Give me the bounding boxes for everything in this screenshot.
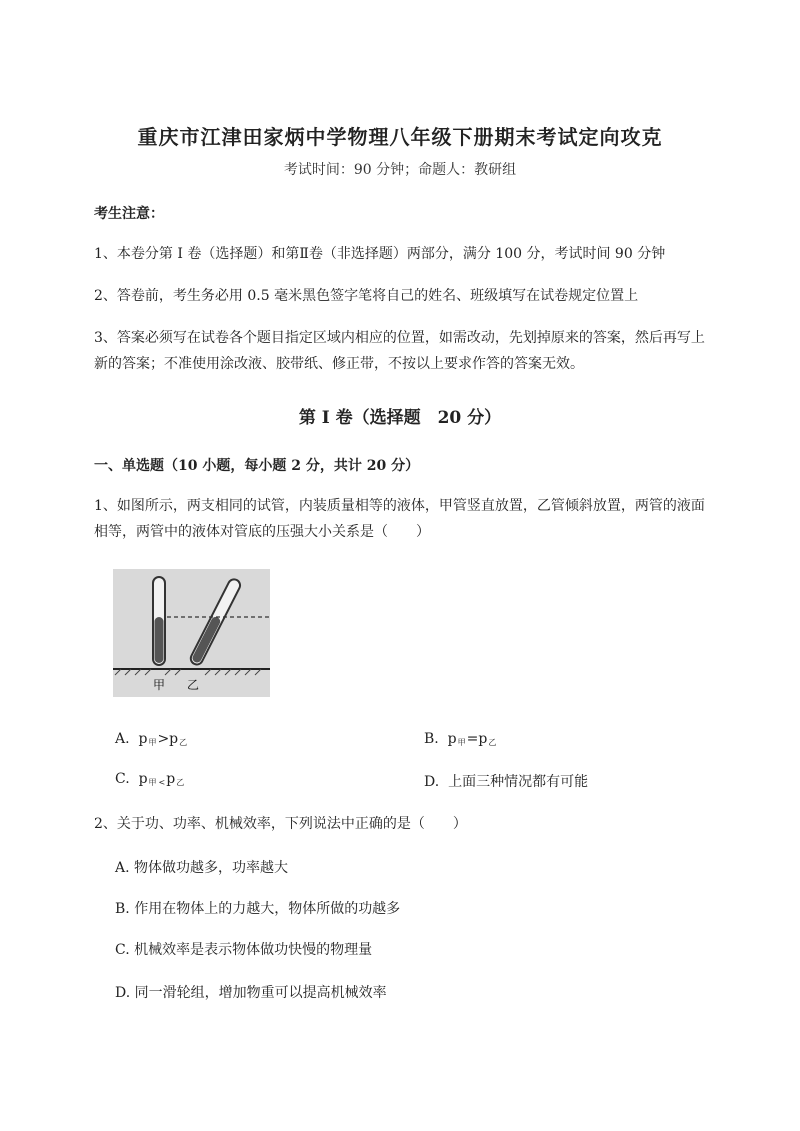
notice-item-3: 3、答案必须写在试卷各个题目指定区域内相应的位置，如需改动，先划掉原来的答案，然后再写上新的答案；不准使用涂改液、胶带纸、修正带，不按以上要求作答的答案无效。	[94, 330, 705, 372]
notice-item-1: 1、本卷分第 I 卷（选择题）和第Ⅱ卷（非选择题）两部分，满分 100 分，考试时间 90 分钟	[94, 246, 666, 262]
notice-item-2: 2、答卷前，考生务必用 0.5 毫米黑色签字笔将自己的姓名、班级填写在试卷规定位置上	[94, 288, 639, 304]
question-1-stem: 1、如图所示，两支相同的试管，内装质量相等的液体，甲管竖直放置，乙管倾斜放置，两管的液面相等，两管中的液体对管底的压强大小关系是（ ）	[94, 498, 705, 540]
q2-option-a[interactable]: A. 物体做功越多，功率越大	[115, 860, 289, 876]
question-2-stem: 2、关于功、功率、机械效率，下列说法中正确的是（ ）	[94, 816, 467, 832]
label-jia: 甲	[153, 678, 166, 692]
q1-option-b[interactable]: B. $p_甲=p_乙$	[424, 731, 497, 747]
test-tubes-diagram	[113, 569, 270, 697]
part-heading: 一、单选题（10 小题，每小题 2 分，共计 20 分）	[94, 458, 420, 474]
q2-option-d[interactable]: D. 同一滑轮组，增加物重可以提高机械效率	[115, 985, 387, 1001]
q1-option-a[interactable]: A. $p_甲>p_乙$	[115, 731, 188, 747]
q2-option-b[interactable]: B. 作用在物体上的力越大，物体所做的功越多	[115, 901, 401, 917]
exam-info: 考试时间：90 分钟；命题人：教研组	[283, 162, 517, 178]
label-yi: 乙	[187, 678, 200, 692]
q2-option-c[interactable]: C. 机械效率是表示物体做功快慢的物理量	[115, 942, 373, 958]
q1-option-c[interactable]: C. $p_甲$ $_<p_乙$	[115, 771, 185, 787]
notice-heading: 考生注意：	[94, 206, 164, 222]
q1-option-d[interactable]: D. 上面三种情况都有可能	[424, 774, 589, 790]
test-tubes-figure	[113, 569, 270, 697]
section-title: 第 I 卷（选择题 20 分）	[298, 408, 502, 428]
page-title: 重庆市江津田家炳中学物理八年级下册期末考试定向攻克	[137, 125, 663, 149]
